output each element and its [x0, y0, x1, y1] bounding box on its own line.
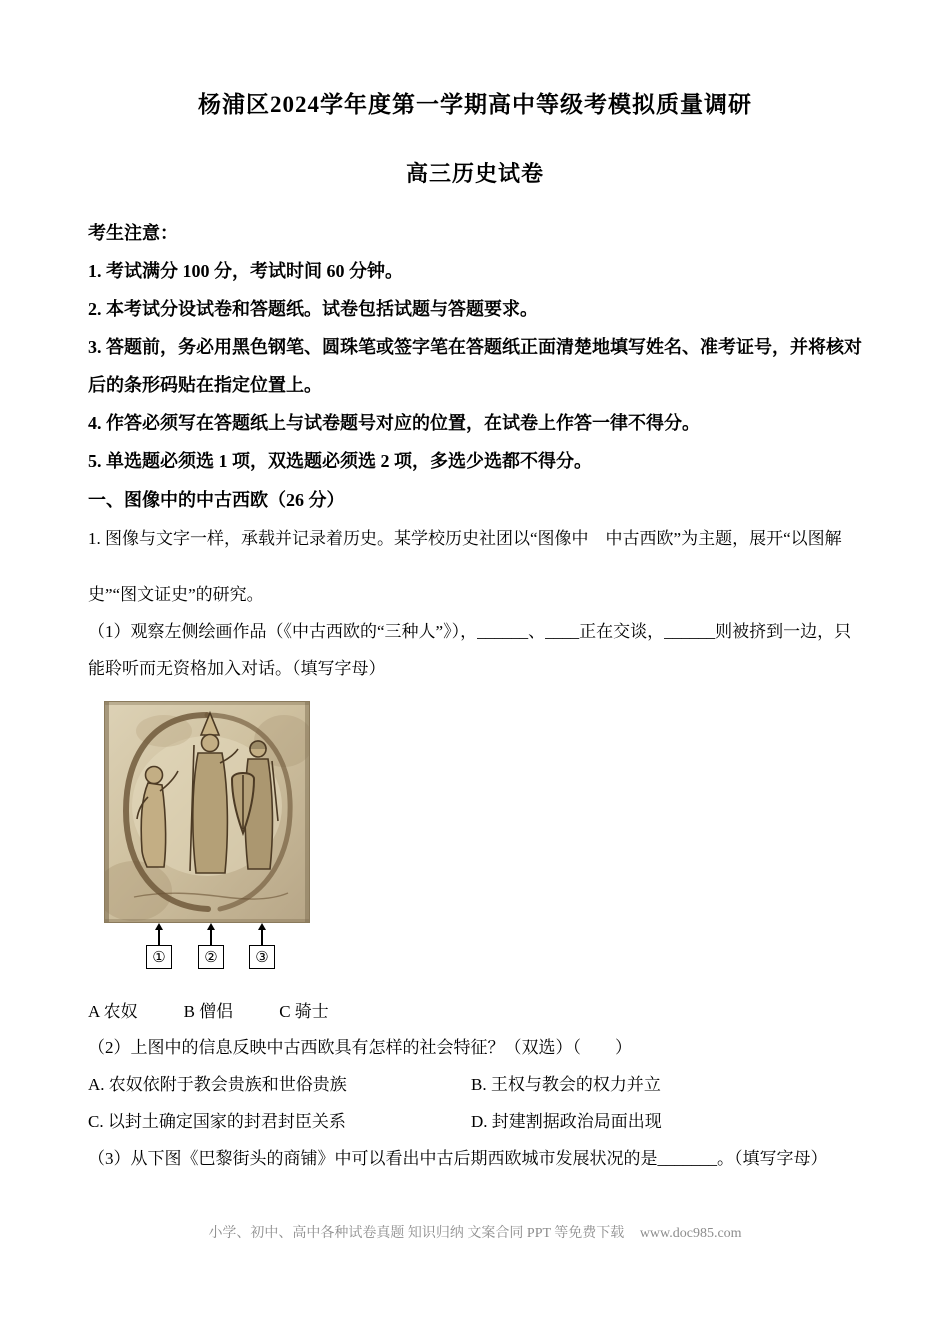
exam-title: 杨浦区2024学年度第一学期高中等级考模拟质量调研 [198, 92, 752, 117]
question1-part3: （3）从下图《巴黎街头的商铺》中可以看出中古后期西欧城市发展状况的是_______。（填写字母） [88, 1149, 828, 1168]
up-arrow-icon [155, 923, 163, 930]
question1-intro-line1: 1. 图像与文字一样，承载并记录着历史。某学校历史社团以“图像中 中古西欧”为主题，展开“以图解 [88, 529, 842, 548]
painting-figure [104, 701, 310, 979]
option-b-cleric: B 僧侣 [183, 1002, 234, 1021]
figure-callout-3 [249, 923, 275, 969]
notice-item-5: 5. 单选题必须选 1 项，双选题必须选 2 项，多选少选都不得分。 [88, 451, 592, 471]
notice-item-1: 1. 考试满分 100 分，考试时间 60 分钟。 [88, 261, 403, 281]
figure-callouts [104, 923, 310, 979]
exam-subtitle: 高三历史试卷 [405, 161, 544, 186]
up-arrow-icon [258, 923, 266, 930]
arrow-line [158, 930, 160, 945]
medieval-painting-image [104, 701, 310, 923]
part2-option-c: C. 以封土确定国家的封君封臣关系 [88, 1112, 346, 1131]
question1-part1: （1）观察左侧绘画作品（《中古西欧的“三种人”》），______、____正在交谈，______则被挤到一边，只能聆听而无资格加入对话。（填写字母） [88, 622, 852, 678]
option-c-knight: C 骑士 [279, 1002, 329, 1021]
notice-heading: 考生注意： [88, 223, 178, 243]
part2-option-a: A. 农奴依附于教会贵族和世俗贵族 [88, 1075, 347, 1094]
page-footer [0, 1222, 950, 1242]
footer-text: 小学、初中、高中各种试卷真题 知识归纳 文案合同 PPT 等免费下载 [208, 1226, 625, 1241]
option-a-serf: A 农奴 [88, 1002, 138, 1021]
question1-intro-line2: 史”“图文证史”的研究。 [88, 585, 264, 604]
figure-label-box-1: ① [146, 945, 172, 969]
part2-options [88, 1066, 862, 1140]
arrow-line [261, 930, 263, 945]
notice-item-2: 2. 本考试分设试卷和答题纸。试卷包括试题与答题要求。 [88, 299, 538, 319]
arrow-line [210, 930, 212, 945]
figure-callout-2 [198, 923, 224, 969]
up-arrow-icon [207, 923, 215, 930]
notice-item-4: 4. 作答必须写在答题纸上与试卷题号对应的位置，在试卷上作答一律不得分。 [88, 413, 700, 433]
question1-part2: （2）上图中的信息反映中古西欧具有怎样的社会特征？（双选）（ ） [88, 1038, 632, 1057]
footer-url-link[interactable]: www.doc985.com [639, 1226, 742, 1241]
notice-item-3: 3. 答题前，务必用黑色钢笔、圆珠笔或签字笔在答题纸正面清楚地填写姓名、准考证号，并将核对后的条形码贴在指定位置上。 [88, 337, 862, 395]
figure-answer-options [88, 997, 862, 1027]
figure-callout-1 [146, 923, 172, 969]
figure-label-box-3: ③ [249, 945, 275, 969]
figure-label-box-2: ② [198, 945, 224, 969]
section1-heading: 一、图像中的中古西欧（26 分） [88, 490, 345, 510]
part2-option-d: D. 封建割据政治局面出现 [471, 1112, 662, 1131]
part2-option-b: B. 王权与教会的权力并立 [471, 1075, 661, 1094]
